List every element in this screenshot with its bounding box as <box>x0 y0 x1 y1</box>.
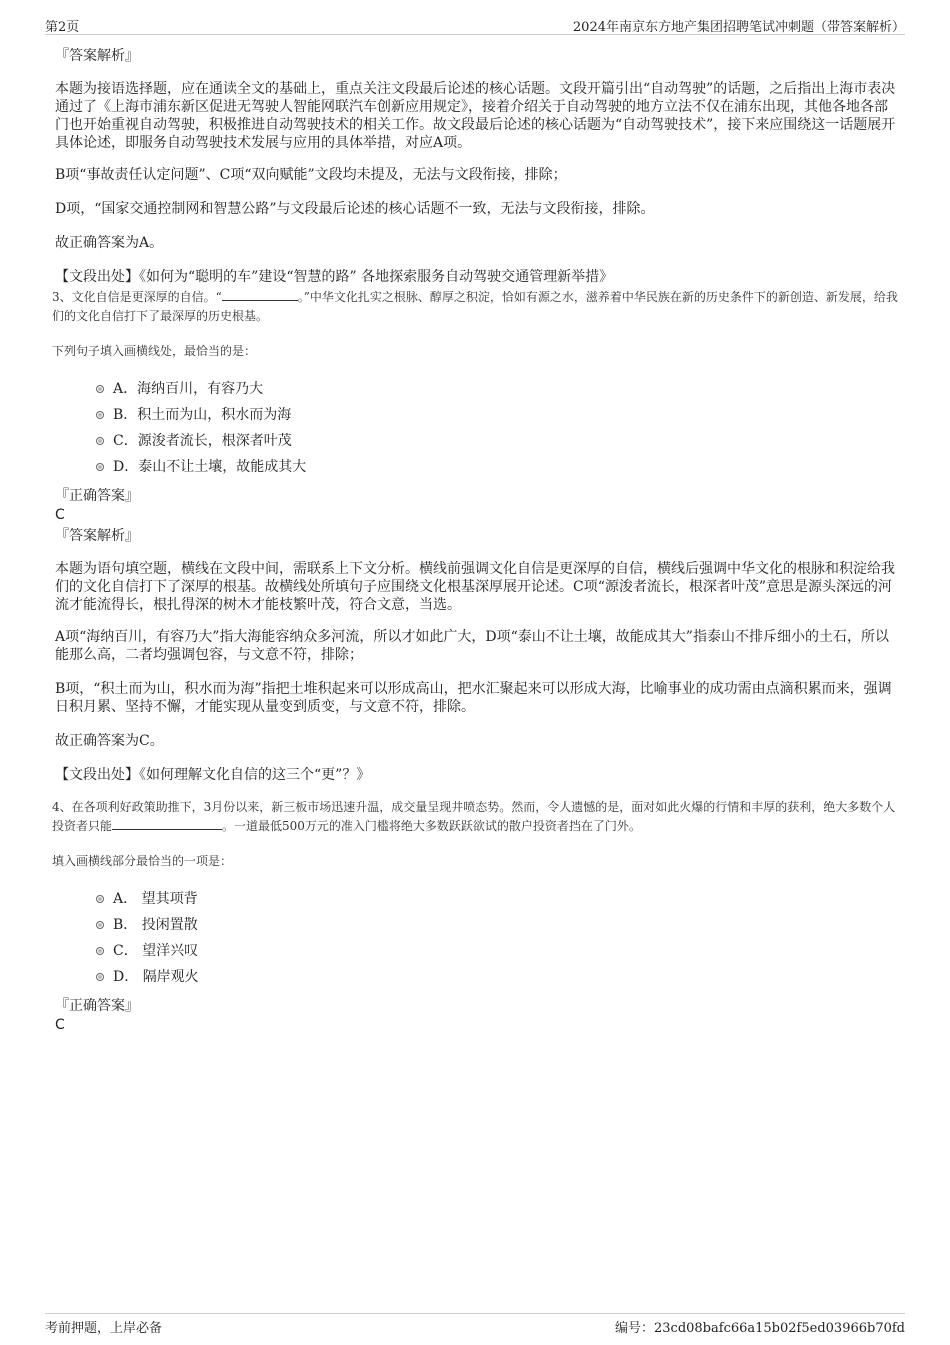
fill-blank <box>222 289 298 301</box>
document-title: 2024年南京东方地产集团招聘笔试冲刺题（带答案解析） <box>572 20 905 35</box>
option-b[interactable]: B．积土而为山，积水而为海 <box>55 402 900 428</box>
analysis-paragraph: D项，“国家交通控制网和智慧公路”与文段最后论述的核心话题不一致，无法与文段衔接，排除。 <box>55 201 655 217</box>
document-code: 编号：23cd08bafc66a15b02f5ed03966b70fd <box>615 1321 905 1336</box>
analysis-paragraph: 本题为接语选择题，应在通读全文的基础上，重点关注文段最后论述的核心话题。文段开篇引出“自动驾驶”的话题，之后指出上海市表决通过了《上海市浦东新区促进无驾驶人智能网联汽车创新应用规定》，接着介绍关于自动驾驶的地方立法不仅在浦东出现，其他各地各部门也开始重视自动驾驶，积极推进自动驾驶技术的相关工作。故文段最后论述的核心话题为“自动驾驶技术”，接下来应围绕这一话题展开具体论述，即服务自动驾驶技术发展与应用的具体举措，对应A项。 <box>55 81 896 151</box>
radio-icon[interactable] <box>96 895 104 903</box>
question-stem: 3、文化自信是更深厚的自信。“ 。”中华文化扎实之根脉、醇厚之积淀，恰如有源之水，滋养着中华民族在新的历史条件下的新创造、新发展，给我们的文化自信打下了最深厚的历史根基。 <box>52 290 898 323</box>
page-header <box>45 14 905 35</box>
page-number: 第2页 <box>45 20 80 35</box>
options-list <box>55 376 900 480</box>
analysis-paragraph: A项“海纳百川，有容乃大”指大海能容纳众多河流，所以才如此广大，D项“泰山不让土壤，故能成其大”指泰山不排斥细小的土石，所以能那么高，二者均强调包容，与文意不符，排除； <box>55 629 889 663</box>
option-b[interactable]: B． 投闲置散 <box>55 912 900 938</box>
question-prompt: 下列句子填入画横线处，最恰当的是： <box>52 344 257 358</box>
analysis-paragraph: B项，“积土而为山，积水而为海”指把土堆积起来可以形成高山，把水汇聚起来可以形成大海，比喻事业的成功需由点滴积累而来，强调日积月累、坚持不懈，才能实现从量变到质变，与文意不符，排除。 <box>55 681 892 715</box>
page-footer <box>45 1313 905 1340</box>
radio-icon[interactable] <box>96 921 104 929</box>
analysis-label: 『答案解析』 <box>55 48 139 64</box>
option-a[interactable]: A．海纳百川，有容乃大 <box>55 376 900 402</box>
source-citation: 【文段出处】《如何为“聪明的车”建设“智慧的路” 各地探索服务自动驾驶交通管理新举措》 <box>55 269 614 285</box>
footer-slogan: 考前押题，上岸必备 <box>45 1321 163 1336</box>
option-c[interactable]: C．源浚者流长，根深者叶茂 <box>55 428 900 454</box>
question-stem: 4、在各项利好政策助推下，3月份以来，新三板市场迅速升温，成交量呈现井喷态势。然而，令人遗憾的是，面对如此火爆的行情和丰厚的获利，绝大多数个人投资者只能 。一道最低500万元的准入门槛将绝大多数跃跃欲试的散户投资者挡在了门外。 <box>52 800 896 833</box>
analysis-label: 『答案解析』 <box>55 528 139 544</box>
analysis-paragraph: B项“事故责任认定问题”、C项“双向赋能”文段均未提及，无法与文段衔接，排除； <box>55 167 567 183</box>
analysis-conclusion: 故正确答案为A。 <box>55 235 164 251</box>
answer-value: C <box>55 507 65 523</box>
options-list <box>55 886 900 990</box>
analysis-conclusion: 故正确答案为C。 <box>55 733 164 749</box>
fill-blank <box>112 818 222 830</box>
answer-label: 『正确答案』 <box>55 488 139 504</box>
radio-icon[interactable] <box>96 411 104 419</box>
radio-icon[interactable] <box>96 463 104 471</box>
option-c[interactable]: C． 望洋兴叹 <box>55 938 900 964</box>
option-d[interactable]: D． 隔岸观火 <box>55 964 900 990</box>
option-a[interactable]: A． 望其项背 <box>55 886 900 912</box>
option-d[interactable]: D．泰山不让土壤，故能成其大 <box>55 454 900 480</box>
answer-value: C <box>55 1017 65 1033</box>
question-prompt: 填入画横线部分最恰当的一项是： <box>52 854 233 868</box>
radio-icon[interactable] <box>96 947 104 955</box>
source-citation: 【文段出处】《如何理解文化自信的这三个“更”？》 <box>55 767 371 783</box>
radio-icon[interactable] <box>96 385 104 393</box>
radio-icon[interactable] <box>96 437 104 445</box>
answer-label: 『正确答案』 <box>55 998 139 1014</box>
radio-icon[interactable] <box>96 973 104 981</box>
analysis-paragraph: 本题为语句填空题，横线在文段中间，需联系上下文分析。横线前强调文化自信是更深厚的自信，横线后强调中华文化的根脉和积淀给我们的文化自信打下了深厚的根基。故横线处所填句子应围绕文化根基深厚展开论述。C项“源浚者流长，根深者叶茂”意思是源头深远的河流才能流得长，根扎得深的树木才能枝繁叶茂，符合文意，当选。 <box>55 561 895 613</box>
page-content <box>52 46 900 1034</box>
